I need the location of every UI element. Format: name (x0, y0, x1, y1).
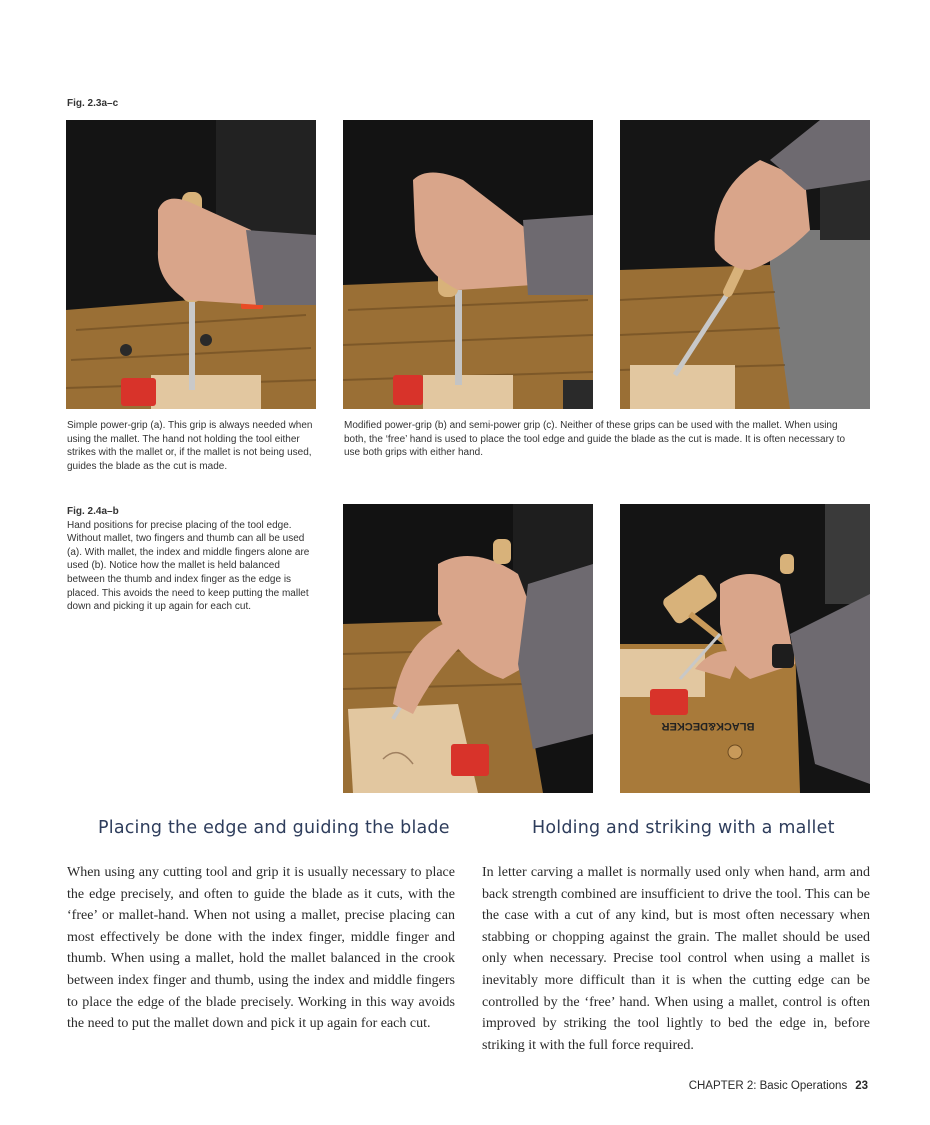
figure-label-2-3: Fig. 2.3a–c (67, 98, 119, 109)
heading-placing-edge: Placing the edge and guiding the blade (98, 818, 450, 838)
caption-power-grip: Simple power-grip (a). This grip is always needed when using the mallet. The hand not holding the tool either strikes with the mallet or, if the mallet is not being used, guides the blade as the cut is made. (67, 420, 313, 472)
page-number: 23 (855, 1080, 868, 1092)
photo-edge-placement-a (343, 504, 593, 793)
caption-fig-2-4-text: Hand positions for precise placing of the tool edge. Without mallet, two fingers and thumb can all be used (a). With mallet, the index and middle fingers alone are used (b). Notice how the mallet is held balanced between the thumb and index finger as the edge is placed. This avoids the need to keep putting the mallet down and picking it up again for each cut. (67, 519, 310, 613)
photo-brand-text (662, 720, 755, 732)
body-placing-edge: When using any cutting tool and grip it is usually necessary to place the edge precisely, and often to guide the blade as it cuts, with the ‘free’ or mallet-hand. When not using a mallet, precise placing can most effectively be done with the index finger, middle finger and thumb. When using a mallet, hold the mallet balanced in the crook between index finger and thumb, using the index and middle fingers to place the edge of the blade precisely. Working in this way avoids the need to put the mallet down and pick it up again for each cut. (67, 865, 455, 1032)
figure-label-2-4: Fig. 2.4a–b (67, 506, 119, 517)
caption-modified-grip: Modified power-grip (b) and semi-power grip (c). Neither of these grips can be used with the mallet. When using both, the ‘free’ hand is used to place the tool edge and guide the blade as the cut is made. It is often necessary to use both grips with either hand. (344, 420, 846, 459)
photo-modified-power-grip-b (343, 120, 593, 409)
chapter-title: CHAPTER 2: Basic Operations (688, 1080, 848, 1092)
svg-text:BLACK&DECKER: BLACK&DECKER (661, 720, 755, 732)
heading-holding-mallet: Holding and striking with a mallet (532, 818, 835, 838)
photo-power-grip-a (66, 120, 316, 409)
caption-fig-2-4 (67, 505, 317, 614)
page-footer (689, 1080, 868, 1092)
photo-semi-power-grip-c (620, 120, 870, 409)
body-holding-mallet: In letter carving a mallet is normally used only when hand, arm and back strength combined are insufficient to drive the tool. This can be the case with a cut of any kind, but is most often necessary when stabbing or chopping against the grain. The mallet should be used only when necessary. Precise tool control when using a mallet is inevitably more difficult than it is when the cutting edge can be controlled by the ‘free’ hand. When using a mallet, control is often improved by striking the tool lightly to bed the edge in, before striking it with the full force required. (482, 865, 870, 1053)
photo-edge-placement-b (620, 504, 870, 793)
